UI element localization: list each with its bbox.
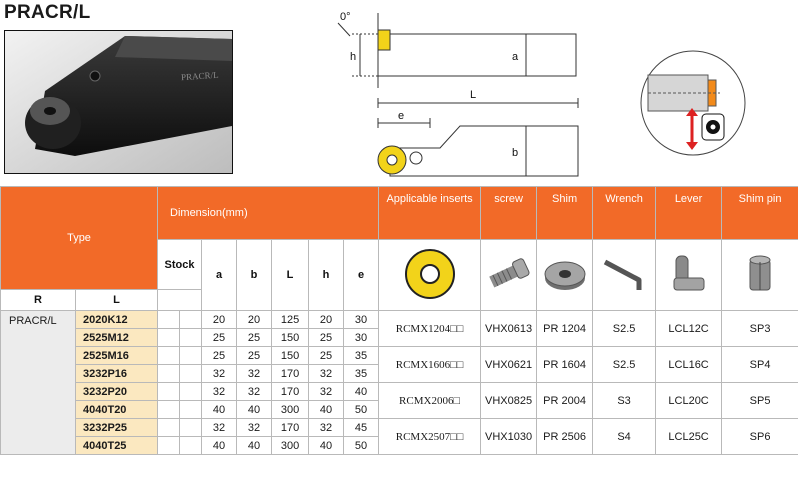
clamping-detail bbox=[640, 50, 746, 156]
cell-a: 32 bbox=[202, 383, 237, 401]
cell-b: 32 bbox=[237, 419, 272, 437]
dim-e: e bbox=[398, 110, 405, 122]
cell-wrench: S3 bbox=[593, 383, 656, 419]
cell-lever: LCL25C bbox=[656, 419, 722, 455]
header-wrench: Wrench bbox=[593, 187, 656, 240]
subheader-b: b bbox=[237, 240, 272, 311]
cell-insert: RCMX1606□□ bbox=[379, 347, 481, 383]
cell-L: 300 bbox=[272, 437, 309, 455]
header-type: Type bbox=[1, 187, 158, 290]
cell-b: 32 bbox=[237, 365, 272, 383]
dim-angle: 0° bbox=[340, 11, 351, 23]
cell-a: 32 bbox=[202, 365, 237, 383]
cell-pin: SP5 bbox=[722, 383, 798, 419]
cell-b: 32 bbox=[237, 383, 272, 401]
stock-l bbox=[180, 437, 202, 455]
dim-a: a bbox=[512, 51, 519, 63]
cell-h: 25 bbox=[309, 329, 344, 347]
cell-insert: RCMX2507□□ bbox=[379, 419, 481, 455]
header-shim: Shim bbox=[537, 187, 593, 240]
table-row bbox=[1, 311, 798, 329]
cell-insert: RCMX1204□□ bbox=[379, 311, 481, 347]
stock-l bbox=[180, 311, 202, 329]
cell-pin: SP6 bbox=[722, 419, 798, 455]
cell-shim: PR 1604 bbox=[537, 347, 593, 383]
subheader-L: L bbox=[272, 240, 309, 311]
row-code: 2525M16 bbox=[76, 347, 158, 365]
type-label: PRACR/L bbox=[1, 311, 76, 455]
row-code: 2020K12 bbox=[76, 311, 158, 329]
cell-lever: LCL12C bbox=[656, 311, 722, 347]
cell-shim: PR 1204 bbox=[537, 311, 593, 347]
subheader-stock: Stock bbox=[158, 240, 202, 290]
cell-wrench: S2.5 bbox=[593, 347, 656, 383]
stock-r bbox=[158, 419, 180, 437]
cell-lever: LCL16C bbox=[656, 347, 722, 383]
cell-b: 25 bbox=[237, 329, 272, 347]
row-code: 3232P25 bbox=[76, 419, 158, 437]
cell-L: 125 bbox=[272, 311, 309, 329]
row-code: 4040T25 bbox=[76, 437, 158, 455]
cell-h: 40 bbox=[309, 437, 344, 455]
cell-e: 50 bbox=[344, 437, 379, 455]
dim-b: b bbox=[512, 147, 519, 159]
cell-a: 20 bbox=[202, 311, 237, 329]
stock-r bbox=[158, 329, 180, 347]
table-row bbox=[1, 383, 798, 401]
technical-drawing bbox=[330, 8, 630, 183]
stock-l bbox=[180, 365, 202, 383]
cell-L: 300 bbox=[272, 401, 309, 419]
cell-h: 32 bbox=[309, 365, 344, 383]
cell-b: 25 bbox=[237, 347, 272, 365]
stock-r bbox=[158, 437, 180, 455]
cell-shim: PR 2004 bbox=[537, 383, 593, 419]
stock-r bbox=[158, 347, 180, 365]
cell-h: 40 bbox=[309, 401, 344, 419]
cell-pin: SP3 bbox=[722, 311, 798, 347]
dim-L: L bbox=[470, 89, 477, 101]
stock-l bbox=[180, 347, 202, 365]
stock-l bbox=[180, 419, 202, 437]
cell-b: 20 bbox=[237, 311, 272, 329]
row-code: 2525M12 bbox=[76, 329, 158, 347]
cell-e: 35 bbox=[344, 365, 379, 383]
cell-h: 32 bbox=[309, 383, 344, 401]
cell-h: 25 bbox=[309, 347, 344, 365]
header-screw: screw bbox=[481, 187, 537, 240]
row-code: 4040T20 bbox=[76, 401, 158, 419]
photo-engraving: PRACR/L bbox=[180, 69, 219, 83]
stock-l bbox=[180, 329, 202, 347]
shim-image bbox=[537, 240, 593, 311]
page-title: PRACR/L bbox=[4, 2, 91, 23]
subheader-e: e bbox=[344, 240, 379, 311]
cell-insert: RCMX2006□ bbox=[379, 383, 481, 419]
cell-screw: VHX0613 bbox=[481, 311, 537, 347]
cell-e: 30 bbox=[344, 329, 379, 347]
cell-shim: PR 2506 bbox=[537, 419, 593, 455]
subheader-h: h bbox=[309, 240, 344, 311]
cell-screw: VHX0825 bbox=[481, 383, 537, 419]
cell-a: 32 bbox=[202, 419, 237, 437]
header-inserts: Applicable inserts bbox=[379, 187, 481, 240]
shim-pin-image bbox=[722, 240, 798, 311]
stock-r bbox=[158, 365, 180, 383]
cell-a: 25 bbox=[202, 329, 237, 347]
cell-pin: SP4 bbox=[722, 347, 798, 383]
subheader-L-hand: L bbox=[76, 290, 158, 311]
row-code: 3232P20 bbox=[76, 383, 158, 401]
cell-h: 20 bbox=[309, 311, 344, 329]
stock-l bbox=[180, 401, 202, 419]
cell-a: 25 bbox=[202, 347, 237, 365]
spec-table bbox=[0, 186, 798, 455]
cell-e: 45 bbox=[344, 419, 379, 437]
stock-r bbox=[158, 383, 180, 401]
cell-e: 50 bbox=[344, 401, 379, 419]
cell-L: 150 bbox=[272, 347, 309, 365]
screw-image bbox=[481, 240, 537, 311]
cell-a: 40 bbox=[202, 401, 237, 419]
cell-screw: VHX1030 bbox=[481, 419, 537, 455]
cell-wrench: S4 bbox=[593, 419, 656, 455]
table-row bbox=[1, 419, 798, 437]
product-photo bbox=[4, 30, 233, 174]
cell-b: 40 bbox=[237, 437, 272, 455]
stock-l bbox=[180, 383, 202, 401]
subheader-R: R bbox=[1, 290, 76, 311]
cell-e: 35 bbox=[344, 347, 379, 365]
cell-h: 32 bbox=[309, 419, 344, 437]
cell-e: 40 bbox=[344, 383, 379, 401]
table-row bbox=[1, 347, 798, 365]
cell-wrench: S2.5 bbox=[593, 311, 656, 347]
header-shim-pin: Shim pin bbox=[722, 187, 798, 240]
cell-L: 170 bbox=[272, 419, 309, 437]
cell-L: 170 bbox=[272, 383, 309, 401]
cell-b: 40 bbox=[237, 401, 272, 419]
lever-image bbox=[656, 240, 722, 311]
header-dimension: Dimension(mm) bbox=[158, 187, 379, 240]
stock-r bbox=[158, 401, 180, 419]
insert-image bbox=[379, 240, 481, 311]
wrench-image bbox=[593, 240, 656, 311]
header-lever: Lever bbox=[656, 187, 722, 240]
row-code: 3232P16 bbox=[76, 365, 158, 383]
subheader-a: a bbox=[202, 240, 237, 311]
cell-e: 30 bbox=[344, 311, 379, 329]
stock-r bbox=[158, 311, 180, 329]
dim-h: h bbox=[350, 51, 357, 63]
cell-L: 170 bbox=[272, 365, 309, 383]
cell-L: 150 bbox=[272, 329, 309, 347]
cell-lever: LCL20C bbox=[656, 383, 722, 419]
cell-a: 40 bbox=[202, 437, 237, 455]
cell-screw: VHX0621 bbox=[481, 347, 537, 383]
